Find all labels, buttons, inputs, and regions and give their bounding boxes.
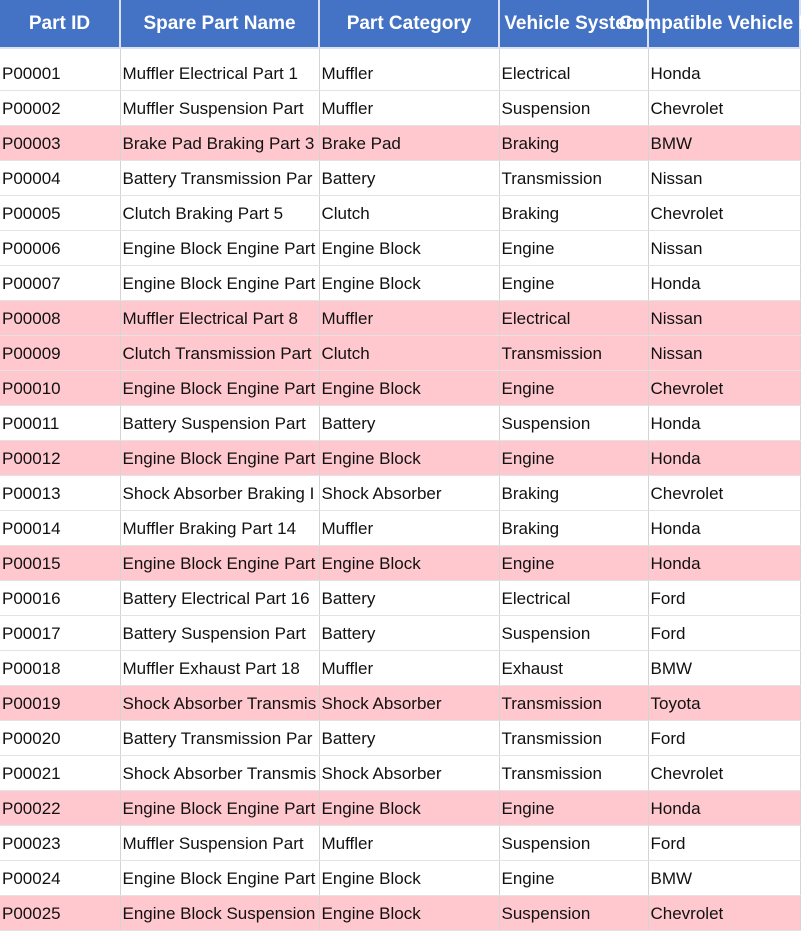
cell-part-id[interactable]: P00014 [0,510,120,545]
cell-compatible-vehicle-brand[interactable]: Ford [648,615,800,650]
cell-part-id[interactable]: P00009 [0,335,120,370]
cell-spare-part-name[interactable]: Engine Block Engine Part [120,860,319,895]
cell-vehicle-system[interactable]: Suspension [499,895,648,930]
header-vehicle-system[interactable]: Vehicle System [499,0,648,48]
table-row [0,90,800,125]
cell-vehicle-system[interactable]: Suspension [499,90,648,125]
cell-vehicle-system[interactable]: Braking [499,125,648,160]
cell-part-id[interactable]: P00008 [0,300,120,335]
table-row [0,755,800,790]
cell-compatible-vehicle-brand[interactable]: BMW [648,125,800,160]
cell-compatible-vehicle-brand[interactable]: BMW [648,650,800,685]
cell-part-id[interactable]: P00004 [0,160,120,195]
cell-part-category[interactable]: Clutch [319,335,499,370]
cell-part-id[interactable]: P00002 [0,90,120,125]
cell-part-category[interactable]: Muffler [319,90,499,125]
cell-vehicle-system[interactable]: Engine [499,860,648,895]
cell-vehicle-system[interactable]: Electrical [499,48,648,90]
table-row [0,440,800,475]
cell-part-category[interactable]: Shock Absorber [319,475,499,510]
cell-compatible-vehicle-brand[interactable]: Ford [648,720,800,755]
cell-compatible-vehicle-brand[interactable]: Ford [648,825,800,860]
cell-part-category[interactable]: Engine Block [319,230,499,265]
cell-part-category[interactable]: Muffler [319,510,499,545]
cell-vehicle-system[interactable]: Transmission [499,335,648,370]
cell-part-id[interactable]: P00003 [0,125,120,160]
cell-vehicle-system[interactable]: Exhaust [499,650,648,685]
cell-vehicle-system[interactable]: Braking [499,195,648,230]
cell-part-id[interactable]: P00006 [0,230,120,265]
cell-spare-part-name[interactable]: Engine Block Engine Part [120,265,319,300]
table-row [0,685,800,720]
table-row [0,300,800,335]
header-row [0,0,800,48]
cell-compatible-vehicle-brand[interactable]: Chevrolet [648,90,800,125]
cell-compatible-vehicle-brand[interactable]: Chevrolet [648,895,800,930]
cell-vehicle-system[interactable]: Transmission [499,720,648,755]
table-row [0,825,800,860]
cell-part-id[interactable]: P00021 [0,755,120,790]
cell-spare-part-name[interactable]: Battery Transmission Par [120,720,319,755]
table-row [0,335,800,370]
cell-part-category[interactable]: Engine Block [319,790,499,825]
cell-vehicle-system[interactable]: Suspension [499,615,648,650]
cell-compatible-vehicle-brand[interactable]: Toyota [648,685,800,720]
table-row [0,160,800,195]
cell-vehicle-system[interactable]: Transmission [499,755,648,790]
cell-compatible-vehicle-brand[interactable]: Honda [648,440,800,475]
table-row [0,545,800,580]
cell-spare-part-name[interactable]: Engine Block Engine Part [120,790,319,825]
cell-vehicle-system[interactable]: Electrical [499,580,648,615]
header-spare-part-name[interactable]: Spare Part Name [120,0,319,48]
table-row [0,895,800,930]
cell-part-category[interactable]: Battery [319,160,499,195]
cell-vehicle-system[interactable]: Engine [499,545,648,580]
cell-spare-part-name[interactable]: Muffler Electrical Part 1 [120,48,319,90]
cell-part-id[interactable]: P00001 [0,48,120,90]
cell-vehicle-system[interactable]: Engine [499,440,648,475]
cell-spare-part-name[interactable]: Engine Block Engine Part [120,370,319,405]
cell-spare-part-name[interactable]: Battery Suspension Part [120,405,319,440]
cell-vehicle-system[interactable]: Suspension [499,405,648,440]
cell-part-category[interactable]: Shock Absorber [319,685,499,720]
header-part-id[interactable]: Part ID [0,0,120,48]
cell-spare-part-name[interactable]: Battery Electrical Part 16 [120,580,319,615]
cell-spare-part-name[interactable]: Muffler Suspension Part [120,825,319,860]
cell-spare-part-name[interactable]: Clutch Transmission Part [120,335,319,370]
cell-part-id[interactable]: P00010 [0,370,120,405]
cell-part-id[interactable]: P00024 [0,860,120,895]
cell-part-category[interactable]: Shock Absorber [319,755,499,790]
cell-compatible-vehicle-brand[interactable]: Nissan [648,160,800,195]
cell-vehicle-system[interactable]: Engine [499,230,648,265]
cell-vehicle-system[interactable]: Braking [499,510,648,545]
cell-part-category[interactable]: Muffler [319,825,499,860]
table-row [0,650,800,685]
header-compatible-vehicle-brand-text: Compatible Vehicle B [619,12,812,34]
cell-part-category[interactable]: Muffler [319,300,499,335]
cell-vehicle-system[interactable]: Electrical [499,300,648,335]
cell-compatible-vehicle-brand[interactable]: Honda [648,545,800,580]
cell-compatible-vehicle-brand[interactable]: Honda [648,48,800,90]
cell-part-category[interactable]: Muffler [319,650,499,685]
cell-compatible-vehicle-brand[interactable]: Chevrolet [648,195,800,230]
cell-part-category[interactable]: Battery [319,720,499,755]
table-row [0,48,800,90]
cell-spare-part-name[interactable]: Engine Block Engine Part [120,545,319,580]
cell-part-category[interactable]: Brake Pad [319,125,499,160]
cell-part-id[interactable]: P00022 [0,790,120,825]
cell-part-id[interactable]: P00015 [0,545,120,580]
cell-spare-part-name[interactable]: Battery Transmission Par [120,160,319,195]
cell-compatible-vehicle-brand[interactable]: Chevrolet [648,370,800,405]
cell-spare-part-name[interactable]: Engine Block Engine Part [120,440,319,475]
table-row [0,195,800,230]
cell-part-id[interactable]: P00023 [0,825,120,860]
cell-spare-part-name[interactable]: Engine Block Engine Part [120,230,319,265]
cell-part-id[interactable]: P00016 [0,580,120,615]
cell-part-category[interactable]: Battery [319,580,499,615]
cell-spare-part-name[interactable]: Muffler Suspension Part [120,90,319,125]
cell-vehicle-system[interactable]: Transmission [499,160,648,195]
cell-part-category[interactable]: Battery [319,405,499,440]
cell-part-id[interactable]: P00007 [0,265,120,300]
table-row [0,720,800,755]
cell-compatible-vehicle-brand[interactable]: Honda [648,790,800,825]
cell-compatible-vehicle-brand[interactable]: Nissan [648,300,800,335]
cell-vehicle-system[interactable]: Engine [499,790,648,825]
cell-vehicle-system[interactable]: Suspension [499,825,648,860]
table-row [0,580,800,615]
table-row [0,615,800,650]
cell-part-id[interactable]: P00017 [0,615,120,650]
cell-part-id[interactable]: P00020 [0,720,120,755]
cell-spare-part-name[interactable]: Clutch Braking Part 5 [120,195,319,230]
cell-spare-part-name[interactable]: Battery Suspension Part [120,615,319,650]
cell-compatible-vehicle-brand[interactable]: Nissan [648,230,800,265]
cell-part-category[interactable]: Engine Block [319,370,499,405]
cell-compatible-vehicle-brand[interactable]: Ford [648,580,800,615]
table-row [0,125,800,160]
cell-part-category[interactable]: Clutch [319,195,499,230]
cell-spare-part-name[interactable]: Brake Pad Braking Part 3 [120,125,319,160]
cell-part-category[interactable]: Engine Block [319,440,499,475]
cell-spare-part-name[interactable]: Shock Absorber Transmis [120,755,319,790]
cell-part-id[interactable]: P00018 [0,650,120,685]
cell-compatible-vehicle-brand[interactable]: Honda [648,265,800,300]
cell-compatible-vehicle-brand[interactable]: Honda [648,510,800,545]
cell-vehicle-system[interactable]: Transmission [499,685,648,720]
cell-spare-part-name[interactable]: Engine Block Suspension [120,895,319,930]
cell-part-id[interactable]: P00019 [0,685,120,720]
table-row [0,475,800,510]
table-row [0,230,800,265]
cell-spare-part-name[interactable]: Shock Absorber Braking I [120,475,319,510]
table-row [0,405,800,440]
cell-vehicle-system[interactable]: Engine [499,265,648,300]
cell-spare-part-name[interactable]: Muffler Exhaust Part 18 [120,650,319,685]
cell-spare-part-name[interactable]: Muffler Electrical Part 8 [120,300,319,335]
cell-compatible-vehicle-brand[interactable]: Chevrolet [648,755,800,790]
cell-vehicle-system[interactable]: Braking [499,475,648,510]
cell-part-id[interactable]: P00025 [0,895,120,930]
table-row [0,510,800,545]
cell-part-category[interactable]: Battery [319,615,499,650]
cell-part-id[interactable]: P00011 [0,405,120,440]
table-body [0,48,800,930]
cell-compatible-vehicle-brand[interactable]: Chevrolet [648,475,800,510]
cell-part-id[interactable]: P00005 [0,195,120,230]
table-row [0,265,800,300]
cell-part-id[interactable]: P00012 [0,440,120,475]
cell-part-category[interactable]: Engine Block [319,860,499,895]
cell-part-id[interactable]: P00013 [0,475,120,510]
cell-spare-part-name[interactable]: Shock Absorber Transmis [120,685,319,720]
cell-compatible-vehicle-brand[interactable]: BMW [648,860,800,895]
cell-vehicle-system[interactable]: Engine [499,370,648,405]
cell-compatible-vehicle-brand[interactable]: Nissan [648,335,800,370]
cell-part-category[interactable]: Engine Block [319,895,499,930]
cell-part-category[interactable]: Muffler [319,48,499,90]
table-row [0,860,800,895]
cell-part-category[interactable]: Engine Block [319,265,499,300]
cell-compatible-vehicle-brand[interactable]: Honda [648,405,800,440]
cell-spare-part-name[interactable]: Muffler Braking Part 14 [120,510,319,545]
header-compatible-vehicle-brand[interactable] [619,0,812,48]
table-row [0,790,800,825]
table-row [0,370,800,405]
cell-part-category[interactable]: Engine Block [319,545,499,580]
header-part-category[interactable]: Part Category [319,0,499,48]
